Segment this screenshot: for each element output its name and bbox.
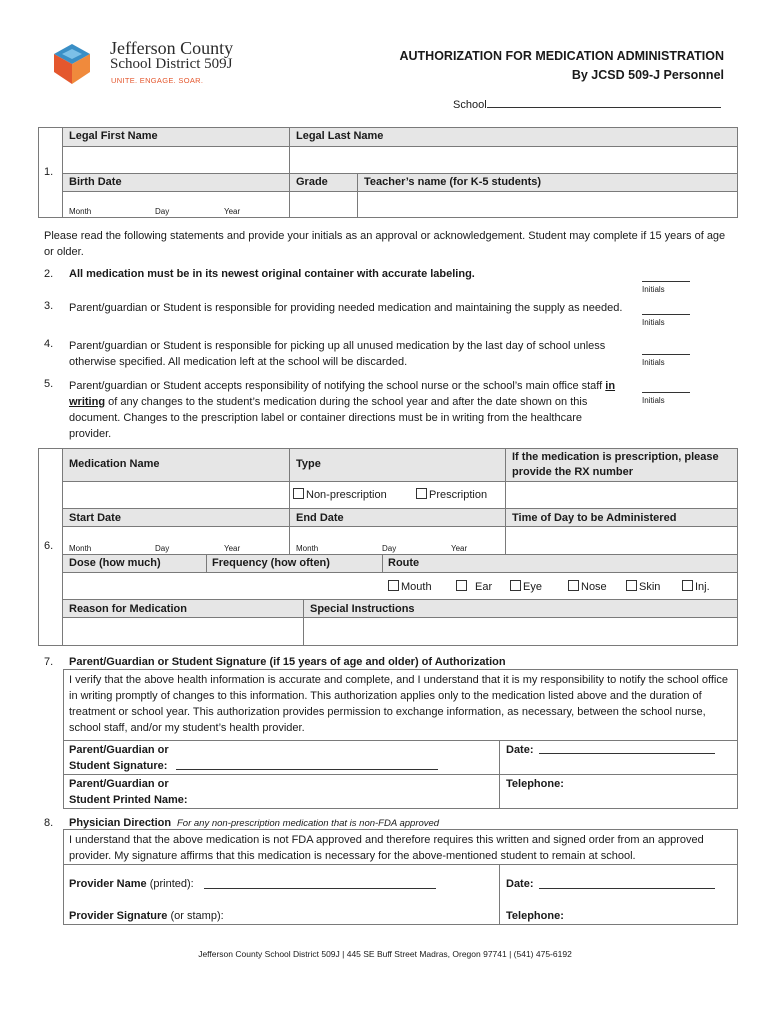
sig-date-label: Date: (506, 744, 534, 756)
nonrx-option[interactable]: Non-prescription (293, 488, 387, 501)
initials-5-label: Initials (642, 396, 665, 405)
statement-5-number: 5. (44, 378, 54, 390)
end-year-hint: Year (451, 544, 468, 553)
statement-2-text: All medication must be in its newest original container with accurate labeling. (69, 268, 475, 280)
initials-2-field[interactable] (642, 272, 690, 282)
grade-field[interactable] (290, 192, 357, 217)
route-inj-checkbox[interactable] (682, 580, 693, 591)
frequency-label: Frequency (how often) (212, 557, 330, 569)
physician-heading: Physician Direction (69, 817, 172, 829)
frequency-field[interactable] (207, 573, 382, 599)
physician-statement: I understand that the above medication is not FDA approved and therefore requires this written and signed order from an approved provider. My signature affirms that this medication is necessary for the above-mentioned student to remain at school. (69, 834, 704, 862)
rx-checkbox[interactable] (416, 488, 427, 499)
school-input[interactable] (487, 96, 721, 108)
statement-2-number: 2. (44, 268, 54, 280)
reason-label: Reason for Medication (69, 603, 187, 615)
special-instructions-label: Special Instructions (310, 603, 415, 615)
time-of-day-field[interactable] (506, 527, 737, 554)
last-name-field[interactable] (290, 147, 737, 173)
printed-name-field[interactable] (200, 776, 496, 806)
school-label: School (453, 99, 487, 111)
physician-date-label: Date: (506, 878, 534, 890)
start-date-label: Start Date (69, 512, 121, 524)
physician-note: For any non-prescription medication that is non-FDA approved (177, 818, 440, 829)
statement-3-number: 3. (44, 300, 54, 312)
initials-3-field[interactable] (642, 305, 690, 315)
logo-name-line1: Jefferson County (110, 38, 234, 58)
physician-date-field[interactable] (539, 877, 715, 889)
medication-name-label: Medication Name (69, 458, 160, 470)
route-inj-option[interactable]: Inj. (682, 580, 710, 593)
printed-label-line2: Student Printed Name: (69, 794, 188, 806)
type-label: Type (296, 458, 321, 470)
route-skin-option[interactable]: Skin (626, 580, 660, 593)
rx-number-label: If the medication is prescription, please provide the RX number (512, 451, 719, 478)
section-number-8: 8. (44, 817, 54, 829)
grade-label: Grade (296, 176, 328, 188)
start-year-hint: Year (224, 544, 241, 553)
special-instructions-field[interactable] (304, 618, 737, 645)
initials-5-field[interactable] (642, 383, 690, 393)
birth-day-hint: Day (155, 207, 170, 216)
teacher-field[interactable] (358, 192, 737, 217)
initials-3-label: Initials (642, 318, 665, 327)
first-name-label: Legal First Name (69, 130, 158, 142)
sig-label-line1: Parent/Guardian or (69, 744, 169, 756)
sig-telephone-field[interactable] (570, 776, 735, 806)
start-date-field[interactable] (63, 527, 289, 554)
route-eye-option[interactable]: Eye (510, 580, 542, 593)
signature-heading: Parent/Guardian or Student Signature (if 15 years of age and older) of Authorization (69, 656, 506, 668)
dose-field[interactable] (63, 573, 206, 599)
school-field[interactable] (453, 96, 721, 111)
statement-3-text: Parent/guardian or Student is responsible for providing needed medication and maintaining the supply as needed. (69, 302, 623, 314)
physician-telephone-label: Telephone: (506, 910, 564, 922)
logo-tagline: UNITE. ENGAGE. SOAR. (111, 76, 204, 85)
statement-4-number: 4. (44, 338, 54, 350)
initials-4-field[interactable] (642, 345, 690, 355)
printed-label-line1: Parent/Guardian or (69, 778, 169, 790)
initials-4-label: Initials (642, 358, 665, 367)
sig-telephone-label: Telephone: (506, 778, 564, 790)
last-name-label: Legal Last Name (296, 130, 384, 142)
teacher-label: Teacher’s name (for K-5 students) (364, 176, 542, 188)
nonrx-checkbox[interactable] (293, 488, 304, 499)
rx-option[interactable]: Prescription (416, 488, 487, 501)
logo-mark-icon (48, 40, 96, 88)
end-day-hint: Day (382, 544, 397, 553)
route-ear-checkbox[interactable] (456, 580, 467, 591)
start-day-hint: Day (155, 544, 170, 553)
reason-field[interactable] (63, 618, 303, 645)
provider-name-row: Provider Name (printed): (69, 878, 194, 890)
footer-address: Jefferson County School District 509J | 445 SE Buff Street Madras, Oregon 97741 | (541) 475-6192 (198, 949, 572, 959)
time-of-day-label: Time of Day to be Administered (512, 512, 677, 524)
dose-label: Dose (how much) (69, 557, 161, 569)
in-writing-emphasis: in writing (69, 380, 616, 408)
start-month-hint: Month (69, 544, 92, 553)
statement-4-text: Parent/guardian or Student is responsible for picking up all unused medication by the last day of school unless otherwise specified. All medication left at the school will be discarded. (69, 340, 606, 368)
form-subtitle: By JCSD 509-J Personnel (571, 68, 724, 82)
sig-label-line2: Student Signature: (69, 760, 168, 772)
birth-month-hint: Month (69, 207, 92, 216)
route-ear-option[interactable]: Ear (456, 580, 492, 593)
rx-number-field[interactable] (506, 482, 737, 508)
district-logo (48, 40, 96, 88)
birth-date-field[interactable] (63, 192, 289, 217)
form-title: AUTHORIZATION FOR MEDICATION ADMINISTRATION (399, 49, 724, 63)
statement-5-text: Parent/guardian or Student accepts responsibility of notifying the school nurse or the school’s main office staff in writing of any changes to the student’s medication during the school year and after the date shown on this document. Changes to the prescription label or container directions must be in writing from the healthcare provider. (69, 380, 616, 440)
birth-year-hint: Year (224, 207, 241, 216)
parent-signature-field[interactable] (176, 758, 438, 770)
medication-name-field[interactable] (63, 482, 289, 508)
provider-name-field[interactable] (204, 877, 436, 889)
end-date-label: End Date (296, 512, 344, 524)
route-nose-option[interactable]: Nose (568, 580, 607, 593)
route-mouth-option[interactable]: Mouth (388, 580, 432, 593)
route-mouth-checkbox[interactable] (388, 580, 399, 591)
physician-telephone-field[interactable] (570, 896, 735, 924)
route-nose-checkbox[interactable] (568, 580, 579, 591)
provider-signature-row: Provider Signature (or stamp): (69, 910, 224, 922)
end-date-field[interactable] (290, 527, 505, 554)
provider-signature-field[interactable] (230, 896, 496, 924)
logo-name-line2: School District 509J (110, 56, 233, 72)
intro-text: Please read the following statements and provide your initials as an approval or acknowledgement. Student may complete if 15 years of age or older. (44, 230, 726, 258)
signature-statement: I verify that the above health information is accurate and complete, and I understand that it is my responsibility to notify the school office in writing promptly of changes to this information. This authorization applies only to the medication listed above and the duration of treatment or school year. This authorization provides permission to exchange information, as necessary, between the school nurse, school staff, and/or my student’s health provider. (69, 674, 728, 734)
initials-2-label: Initials (642, 285, 665, 294)
first-name-field[interactable] (63, 147, 289, 173)
section-number-1: 1. (44, 166, 54, 178)
sig-date-field[interactable] (539, 742, 715, 754)
route-label: Route (388, 557, 420, 569)
section-number-6: 6. (44, 540, 54, 552)
section-number-7: 7. (44, 656, 54, 668)
end-month-hint: Month (296, 544, 319, 553)
route-skin-checkbox[interactable] (626, 580, 637, 591)
birth-date-label: Birth Date (69, 176, 122, 188)
route-eye-checkbox[interactable] (510, 580, 521, 591)
